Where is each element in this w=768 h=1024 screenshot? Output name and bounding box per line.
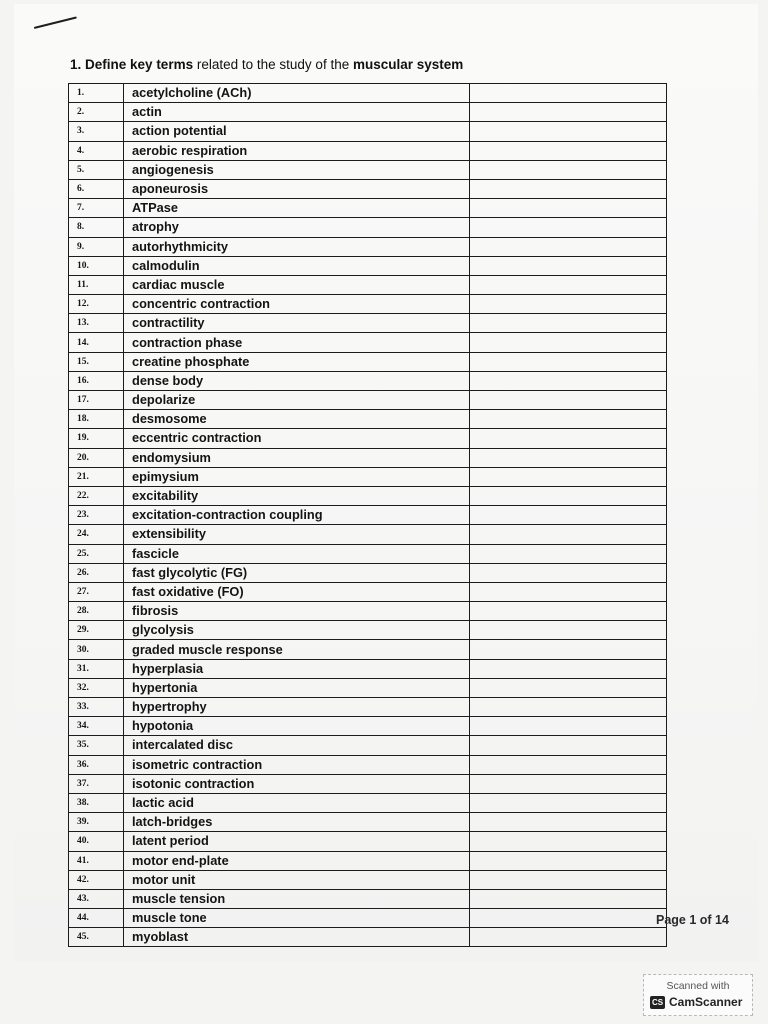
table-row	[69, 352, 667, 371]
term-number: 3.	[69, 122, 124, 141]
table-row	[69, 793, 667, 812]
table-row	[69, 582, 667, 601]
definition-cell[interactable]	[470, 506, 667, 525]
table-row	[69, 717, 667, 736]
heading-bold-2: muscular system	[352, 57, 464, 72]
definition-cell[interactable]	[470, 160, 667, 179]
definition-cell[interactable]	[470, 141, 667, 160]
definition-cell[interactable]	[470, 429, 667, 448]
term-number: 7.	[69, 199, 124, 218]
definition-cell[interactable]	[470, 525, 667, 544]
term-label: hypertrophy	[124, 698, 470, 717]
table-row	[69, 525, 667, 544]
definition-cell[interactable]	[470, 793, 667, 812]
term-label: endomysium	[124, 448, 470, 467]
term-number: 20.	[69, 448, 124, 467]
camscanner-logo-icon: CS	[651, 998, 664, 1007]
term-label: ATPase	[124, 199, 470, 218]
term-label: depolarize	[124, 391, 470, 410]
definition-cell[interactable]	[470, 103, 667, 122]
term-number: 21.	[69, 467, 124, 486]
term-label: cardiac muscle	[124, 275, 470, 294]
scanner-caption: Scanned with	[666, 980, 730, 992]
heading-normal: related to the study of the	[196, 57, 350, 72]
term-number: 8.	[69, 218, 124, 237]
definition-cell[interactable]	[470, 736, 667, 755]
term-number: 23.	[69, 506, 124, 525]
definition-cell[interactable]	[470, 851, 667, 870]
definition-cell[interactable]	[470, 218, 667, 237]
term-label: hypotonia	[124, 717, 470, 736]
term-number: 30.	[69, 640, 124, 659]
definition-cell[interactable]	[470, 352, 667, 371]
term-number: 26.	[69, 563, 124, 582]
term-label: fast oxidative (FO)	[124, 582, 470, 601]
term-label: fascicle	[124, 544, 470, 563]
term-label: epimysium	[124, 467, 470, 486]
table-row	[69, 256, 667, 275]
definition-cell[interactable]	[470, 889, 667, 908]
term-label: contractility	[124, 314, 470, 333]
term-label: desmosome	[124, 410, 470, 429]
term-label: extensibility	[124, 525, 470, 544]
definition-cell[interactable]	[470, 275, 667, 294]
definition-cell[interactable]	[470, 410, 667, 429]
table-row	[69, 371, 667, 390]
table-row	[69, 928, 667, 947]
table-row	[69, 467, 667, 486]
table-row	[69, 813, 667, 832]
definition-cell[interactable]	[470, 122, 667, 141]
table-row	[69, 199, 667, 218]
scanner-name: CamScanner	[669, 995, 743, 1009]
term-number: 32.	[69, 678, 124, 697]
table-row	[69, 621, 667, 640]
term-label: concentric contraction	[124, 295, 470, 314]
page-number: Page 1 of 14	[656, 913, 729, 927]
definition-cell[interactable]	[470, 602, 667, 621]
term-label: graded muscle response	[124, 640, 470, 659]
term-label: myoblast	[124, 928, 470, 947]
term-label: isotonic contraction	[124, 774, 470, 793]
table-row	[69, 486, 667, 505]
term-label: muscle tone	[124, 909, 470, 928]
table-row	[69, 429, 667, 448]
term-number: 28.	[69, 602, 124, 621]
table-row	[69, 909, 667, 928]
term-number: 25.	[69, 544, 124, 563]
table-row	[69, 103, 667, 122]
term-label: glycolysis	[124, 621, 470, 640]
term-label: isometric contraction	[124, 755, 470, 774]
term-label: calmodulin	[124, 256, 470, 275]
term-label: atrophy	[124, 218, 470, 237]
definition-cell[interactable]	[470, 774, 667, 793]
definition-cell[interactable]	[470, 621, 667, 640]
definition-cell[interactable]	[470, 659, 667, 678]
definition-cell[interactable]	[470, 544, 667, 563]
term-number: 45.	[69, 928, 124, 947]
table-row	[69, 563, 667, 582]
table-row	[69, 314, 667, 333]
term-label: excitability	[124, 486, 470, 505]
term-label: motor end-plate	[124, 851, 470, 870]
definition-cell[interactable]	[470, 448, 667, 467]
table-row	[69, 602, 667, 621]
term-number: 27.	[69, 582, 124, 601]
term-label: aerobic respiration	[124, 141, 470, 160]
term-number: 9.	[69, 237, 124, 256]
table-row	[69, 333, 667, 352]
term-number: 35.	[69, 736, 124, 755]
term-number: 22.	[69, 486, 124, 505]
definition-cell[interactable]	[470, 391, 667, 410]
definition-cell[interactable]	[470, 678, 667, 697]
heading-bold-1: Define key terms	[85, 57, 194, 72]
definition-cell[interactable]	[470, 909, 667, 928]
term-number: 15.	[69, 352, 124, 371]
term-label: hypertonia	[124, 678, 470, 697]
definition-cell[interactable]	[470, 295, 667, 314]
term-label: dense body	[124, 371, 470, 390]
definition-cell[interactable]	[470, 371, 667, 390]
definition-cell[interactable]	[470, 179, 667, 198]
term-number: 37.	[69, 774, 124, 793]
definition-cell[interactable]	[470, 563, 667, 582]
term-label: acetylcholine (ACh)	[124, 84, 470, 103]
definition-cell[interactable]	[470, 717, 667, 736]
term-label: latch-bridges	[124, 813, 470, 832]
definition-cell[interactable]	[470, 928, 667, 947]
table-row	[69, 295, 667, 314]
term-label: hyperplasia	[124, 659, 470, 678]
term-label: autorhythmicity	[124, 237, 470, 256]
term-label: aponeurosis	[124, 179, 470, 198]
term-number: 6.	[69, 179, 124, 198]
table-row	[69, 160, 667, 179]
definition-cell[interactable]	[470, 755, 667, 774]
term-number: 33.	[69, 698, 124, 717]
table-row	[69, 544, 667, 563]
table-row	[69, 736, 667, 755]
heading-number: 1.	[70, 57, 82, 72]
term-number: 24.	[69, 525, 124, 544]
table-row	[69, 410, 667, 429]
term-label: angiogenesis	[124, 160, 470, 179]
term-number: 38.	[69, 793, 124, 812]
term-number: 40.	[69, 832, 124, 851]
term-number: 41.	[69, 851, 124, 870]
term-number: 34.	[69, 717, 124, 736]
question-heading	[70, 57, 690, 72]
term-number: 43.	[69, 889, 124, 908]
term-label: actin	[124, 103, 470, 122]
term-number: 31.	[69, 659, 124, 678]
term-label: muscle tension	[124, 889, 470, 908]
term-label: lactic acid	[124, 793, 470, 812]
term-number: 13.	[69, 314, 124, 333]
table-row	[69, 678, 667, 697]
table-row	[69, 755, 667, 774]
definition-cell[interactable]	[470, 199, 667, 218]
definition-cell[interactable]	[470, 84, 667, 103]
table-row	[69, 122, 667, 141]
table-row	[69, 218, 667, 237]
term-label: action potential	[124, 122, 470, 141]
term-label: fast glycolytic (FG)	[124, 563, 470, 582]
table-row	[69, 506, 667, 525]
term-number: 42.	[69, 870, 124, 889]
table-row	[69, 870, 667, 889]
term-label: creatine phosphate	[124, 352, 470, 371]
term-number: 2.	[69, 103, 124, 122]
term-label: intercalated disc	[124, 736, 470, 755]
term-number: 19.	[69, 429, 124, 448]
definition-cell[interactable]	[470, 698, 667, 717]
term-label: excitation-contraction coupling	[124, 506, 470, 525]
definition-cell[interactable]	[470, 486, 667, 505]
table-row	[69, 851, 667, 870]
table-row	[69, 84, 667, 103]
table-row	[69, 391, 667, 410]
term-number: 5.	[69, 160, 124, 179]
term-label: fibrosis	[124, 602, 470, 621]
term-label: motor unit	[124, 870, 470, 889]
table-row	[69, 889, 667, 908]
term-number: 4.	[69, 141, 124, 160]
definition-cell[interactable]	[470, 813, 667, 832]
definition-cell[interactable]	[470, 333, 667, 352]
table-row	[69, 448, 667, 467]
camscanner-watermark	[643, 974, 753, 1016]
definition-cell[interactable]	[470, 467, 667, 486]
table-row	[69, 698, 667, 717]
term-number: 11.	[69, 275, 124, 294]
term-number: 44.	[69, 909, 124, 928]
definition-cell[interactable]	[470, 256, 667, 275]
table-row	[69, 141, 667, 160]
table-row	[69, 640, 667, 659]
term-number: 17.	[69, 391, 124, 410]
table-row	[69, 774, 667, 793]
table-row	[69, 832, 667, 851]
term-number: 39.	[69, 813, 124, 832]
table-row	[69, 275, 667, 294]
term-number: 16.	[69, 371, 124, 390]
term-number: 10.	[69, 256, 124, 275]
definition-cell[interactable]	[470, 582, 667, 601]
term-number: 18.	[69, 410, 124, 429]
table-row	[69, 659, 667, 678]
term-number: 1.	[69, 84, 124, 103]
key-terms-body	[69, 84, 667, 947]
definition-cell[interactable]	[470, 870, 667, 889]
term-label: eccentric contraction	[124, 429, 470, 448]
term-label: contraction phase	[124, 333, 470, 352]
definition-cell[interactable]	[470, 832, 667, 851]
term-number: 14.	[69, 333, 124, 352]
term-label: latent period	[124, 832, 470, 851]
table-row	[69, 179, 667, 198]
term-number: 12.	[69, 295, 124, 314]
table-row	[69, 237, 667, 256]
definition-cell[interactable]	[470, 640, 667, 659]
definition-cell[interactable]	[470, 314, 667, 333]
term-number: 36.	[69, 755, 124, 774]
key-terms-table	[68, 83, 667, 947]
term-number: 29.	[69, 621, 124, 640]
definition-cell[interactable]	[470, 237, 667, 256]
